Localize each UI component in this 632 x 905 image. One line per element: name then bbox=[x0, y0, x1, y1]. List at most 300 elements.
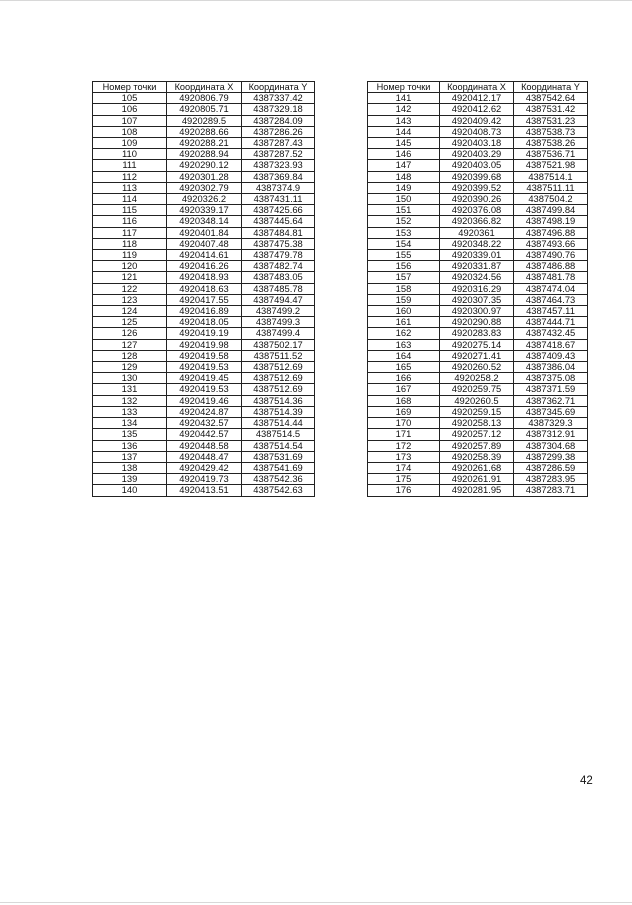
cell-coordinate-x: 4920301.28 bbox=[167, 171, 242, 182]
cell-coordinate-x: 4920275.14 bbox=[440, 339, 514, 350]
cell-point-number: 172 bbox=[368, 440, 440, 451]
table-row bbox=[93, 350, 315, 361]
cell-coordinate-x: 4920259.15 bbox=[440, 406, 514, 417]
header-point-number: Номер точки bbox=[93, 82, 167, 93]
cell-coordinate-y: 4387445.64 bbox=[242, 216, 315, 227]
cell-coordinate-x: 4920413.51 bbox=[167, 485, 242, 496]
table-row bbox=[93, 485, 315, 496]
cell-point-number: 106 bbox=[93, 104, 167, 115]
cell-coordinate-x: 4920429.42 bbox=[167, 462, 242, 473]
cell-point-number: 116 bbox=[93, 216, 167, 227]
cell-coordinate-x: 4920283.83 bbox=[440, 328, 514, 339]
cell-coordinate-x: 4920366.82 bbox=[440, 216, 514, 227]
cell-coordinate-x: 4920288.66 bbox=[167, 126, 242, 137]
cell-coordinate-x: 4920412.62 bbox=[440, 104, 514, 115]
table-row bbox=[368, 350, 588, 361]
table-row bbox=[368, 126, 588, 137]
cell-point-number: 126 bbox=[93, 328, 167, 339]
table-row bbox=[93, 138, 315, 149]
cell-coordinate-y: 4387486.88 bbox=[514, 261, 588, 272]
cell-coordinate-x: 4920326.2 bbox=[167, 194, 242, 205]
cell-coordinate-y: 4387531.69 bbox=[242, 451, 315, 462]
cell-coordinate-x: 4920432.57 bbox=[167, 418, 242, 429]
cell-coordinate-x: 4920288.21 bbox=[167, 138, 242, 149]
table-row bbox=[93, 317, 315, 328]
cell-coordinate-x: 4920399.68 bbox=[440, 171, 514, 182]
cell-point-number: 149 bbox=[368, 182, 440, 193]
cell-coordinate-x: 4920288.94 bbox=[167, 149, 242, 160]
cell-point-number: 111 bbox=[93, 160, 167, 171]
cell-coordinate-x: 4920281.95 bbox=[440, 485, 514, 496]
table-row bbox=[93, 283, 315, 294]
cell-coordinate-y: 4387444.71 bbox=[514, 317, 588, 328]
cell-coordinate-y: 4387514.39 bbox=[242, 406, 315, 417]
cell-point-number: 167 bbox=[368, 384, 440, 395]
cell-coordinate-y: 4387498.19 bbox=[514, 216, 588, 227]
cell-point-number: 113 bbox=[93, 182, 167, 193]
cell-coordinate-x: 4920418.93 bbox=[167, 272, 242, 283]
cell-point-number: 128 bbox=[93, 350, 167, 361]
table-body-left bbox=[93, 93, 315, 496]
cell-coordinate-y: 4387494.47 bbox=[242, 294, 315, 305]
table-row bbox=[368, 395, 588, 406]
cell-coordinate-y: 4387323.93 bbox=[242, 160, 315, 171]
table-row bbox=[368, 474, 588, 485]
cell-point-number: 175 bbox=[368, 474, 440, 485]
table-row bbox=[93, 126, 315, 137]
cell-coordinate-y: 4387541.69 bbox=[242, 462, 315, 473]
cell-point-number: 159 bbox=[368, 294, 440, 305]
table-row bbox=[368, 294, 588, 305]
cell-coordinate-x: 4920806.79 bbox=[167, 93, 242, 104]
cell-coordinate-y: 4387499.2 bbox=[242, 306, 315, 317]
cell-coordinate-x: 4920302.79 bbox=[167, 182, 242, 193]
cell-coordinate-y: 4387283.95 bbox=[514, 474, 588, 485]
table-row bbox=[93, 384, 315, 395]
table-row bbox=[368, 272, 588, 283]
cell-coordinate-x: 4920805.71 bbox=[167, 104, 242, 115]
table-row bbox=[368, 160, 588, 171]
cell-coordinate-y: 4387362.71 bbox=[514, 395, 588, 406]
cell-coordinate-x: 4920348.22 bbox=[440, 238, 514, 249]
cell-coordinate-y: 4387512.69 bbox=[242, 384, 315, 395]
table-row bbox=[368, 227, 588, 238]
cell-point-number: 137 bbox=[93, 451, 167, 462]
cell-point-number: 129 bbox=[93, 362, 167, 373]
table-row bbox=[368, 362, 588, 373]
cell-coordinate-y: 4387432.45 bbox=[514, 328, 588, 339]
cell-coordinate-x: 4920307.35 bbox=[440, 294, 514, 305]
cell-point-number: 143 bbox=[368, 115, 440, 126]
cell-coordinate-x: 4920409.42 bbox=[440, 115, 514, 126]
cell-point-number: 156 bbox=[368, 261, 440, 272]
cell-coordinate-y: 4387538.73 bbox=[514, 126, 588, 137]
table-row bbox=[93, 462, 315, 473]
cell-point-number: 157 bbox=[368, 272, 440, 283]
cell-point-number: 145 bbox=[368, 138, 440, 149]
cell-point-number: 176 bbox=[368, 485, 440, 496]
table-row bbox=[93, 115, 315, 126]
cell-point-number: 134 bbox=[93, 418, 167, 429]
cell-coordinate-x: 4920442.57 bbox=[167, 429, 242, 440]
table-row bbox=[93, 227, 315, 238]
cell-point-number: 154 bbox=[368, 238, 440, 249]
cell-point-number: 163 bbox=[368, 339, 440, 350]
cell-coordinate-x: 4920257.12 bbox=[440, 429, 514, 440]
page-bottom-edge bbox=[0, 902, 632, 903]
table-row bbox=[368, 317, 588, 328]
cell-coordinate-y: 4387521.98 bbox=[514, 160, 588, 171]
cell-coordinate-x: 4920417.55 bbox=[167, 294, 242, 305]
cell-coordinate-y: 4387504.2 bbox=[514, 194, 588, 205]
cell-coordinate-y: 4387374.9 bbox=[242, 182, 315, 193]
cell-point-number: 135 bbox=[93, 429, 167, 440]
cell-point-number: 171 bbox=[368, 429, 440, 440]
table-row bbox=[93, 205, 315, 216]
page-top-edge bbox=[0, 0, 632, 1]
cell-point-number: 110 bbox=[93, 149, 167, 160]
table-row bbox=[93, 171, 315, 182]
cell-coordinate-y: 4387531.42 bbox=[514, 104, 588, 115]
cell-coordinate-y: 4387304.68 bbox=[514, 440, 588, 451]
cell-coordinate-y: 4387531.23 bbox=[514, 115, 588, 126]
cell-point-number: 146 bbox=[368, 149, 440, 160]
cell-coordinate-x: 4920324.56 bbox=[440, 272, 514, 283]
cell-point-number: 158 bbox=[368, 283, 440, 294]
table-row bbox=[93, 418, 315, 429]
cell-coordinate-x: 4920419.19 bbox=[167, 328, 242, 339]
cell-point-number: 148 bbox=[368, 171, 440, 182]
cell-point-number: 141 bbox=[368, 93, 440, 104]
cell-coordinate-y: 4387369.84 bbox=[242, 171, 315, 182]
cell-point-number: 119 bbox=[93, 250, 167, 261]
page-number: 42 bbox=[580, 775, 593, 787]
cell-coordinate-x: 4920403.05 bbox=[440, 160, 514, 171]
cell-coordinate-x: 4920418.63 bbox=[167, 283, 242, 294]
cell-coordinate-y: 4387511.11 bbox=[514, 182, 588, 193]
table-body-right bbox=[368, 93, 588, 496]
cell-point-number: 140 bbox=[93, 485, 167, 496]
cell-point-number: 115 bbox=[93, 205, 167, 216]
cell-coordinate-x: 4920407.48 bbox=[167, 238, 242, 249]
cell-coordinate-x: 4920261.91 bbox=[440, 474, 514, 485]
cell-coordinate-x: 4920290.88 bbox=[440, 317, 514, 328]
cell-coordinate-y: 4387286.59 bbox=[514, 462, 588, 473]
cell-point-number: 138 bbox=[93, 462, 167, 473]
table-row bbox=[368, 115, 588, 126]
cell-coordinate-y: 4387536.71 bbox=[514, 149, 588, 160]
cell-point-number: 169 bbox=[368, 406, 440, 417]
cell-point-number: 165 bbox=[368, 362, 440, 373]
table-row bbox=[368, 328, 588, 339]
cell-coordinate-x: 4920418.05 bbox=[167, 317, 242, 328]
cell-point-number: 132 bbox=[93, 395, 167, 406]
cell-coordinate-x: 4920416.89 bbox=[167, 306, 242, 317]
cell-point-number: 160 bbox=[368, 306, 440, 317]
table-row bbox=[93, 429, 315, 440]
cell-coordinate-y: 4387490.76 bbox=[514, 250, 588, 261]
cell-coordinate-x: 4920289.5 bbox=[167, 115, 242, 126]
cell-coordinate-x: 4920448.47 bbox=[167, 451, 242, 462]
cell-point-number: 127 bbox=[93, 339, 167, 350]
table-row bbox=[93, 339, 315, 350]
table-row bbox=[368, 205, 588, 216]
cell-point-number: 161 bbox=[368, 317, 440, 328]
cell-coordinate-x: 4920448.58 bbox=[167, 440, 242, 451]
table-row bbox=[368, 194, 588, 205]
cell-coordinate-x: 4920399.52 bbox=[440, 182, 514, 193]
cell-coordinate-y: 4387345.69 bbox=[514, 406, 588, 417]
cell-point-number: 155 bbox=[368, 250, 440, 261]
table-row bbox=[93, 373, 315, 384]
table-row bbox=[368, 306, 588, 317]
cell-coordinate-x: 4920361 bbox=[440, 227, 514, 238]
cell-coordinate-y: 4387337.42 bbox=[242, 93, 315, 104]
cell-point-number: 131 bbox=[93, 384, 167, 395]
cell-coordinate-x: 4920419.53 bbox=[167, 384, 242, 395]
cell-point-number: 133 bbox=[93, 406, 167, 417]
cell-point-number: 118 bbox=[93, 238, 167, 249]
table-row bbox=[368, 261, 588, 272]
cell-point-number: 121 bbox=[93, 272, 167, 283]
cell-point-number: 150 bbox=[368, 194, 440, 205]
cell-coordinate-y: 4387371.59 bbox=[514, 384, 588, 395]
table-header-row bbox=[368, 82, 588, 93]
table-row bbox=[368, 462, 588, 473]
header-coordinate-x: Координата X bbox=[440, 82, 514, 93]
cell-point-number: 117 bbox=[93, 227, 167, 238]
cell-coordinate-x: 4920290.12 bbox=[167, 160, 242, 171]
cell-coordinate-x: 4920419.58 bbox=[167, 350, 242, 361]
table-row bbox=[368, 104, 588, 115]
cell-coordinate-x: 4920419.98 bbox=[167, 339, 242, 350]
table-row bbox=[368, 429, 588, 440]
cell-coordinate-x: 4920408.73 bbox=[440, 126, 514, 137]
table-row bbox=[368, 384, 588, 395]
cell-coordinate-y: 4387499.4 bbox=[242, 328, 315, 339]
cell-coordinate-x: 4920419.45 bbox=[167, 373, 242, 384]
cell-coordinate-x: 4920339.17 bbox=[167, 205, 242, 216]
table-row bbox=[93, 440, 315, 451]
cell-coordinate-y: 4387329.18 bbox=[242, 104, 315, 115]
cell-coordinate-x: 4920258.39 bbox=[440, 451, 514, 462]
cell-coordinate-y: 4387514.44 bbox=[242, 418, 315, 429]
table-row bbox=[368, 339, 588, 350]
cell-coordinate-x: 4920424.87 bbox=[167, 406, 242, 417]
header-point-number: Номер точки bbox=[368, 82, 440, 93]
cell-point-number: 105 bbox=[93, 93, 167, 104]
cell-coordinate-y: 4387386.04 bbox=[514, 362, 588, 373]
cell-coordinate-x: 4920260.52 bbox=[440, 362, 514, 373]
cell-coordinate-y: 4387299.38 bbox=[514, 451, 588, 462]
cell-point-number: 107 bbox=[93, 115, 167, 126]
cell-coordinate-x: 4920261.68 bbox=[440, 462, 514, 473]
cell-coordinate-x: 4920258.2 bbox=[440, 373, 514, 384]
cell-coordinate-y: 4387538.26 bbox=[514, 138, 588, 149]
cell-coordinate-y: 4387329.3 bbox=[514, 418, 588, 429]
cell-point-number: 136 bbox=[93, 440, 167, 451]
cell-coordinate-y: 4387287.52 bbox=[242, 149, 315, 160]
table-row bbox=[368, 406, 588, 417]
cell-coordinate-y: 4387512.69 bbox=[242, 373, 315, 384]
table-row bbox=[93, 160, 315, 171]
cell-coordinate-y: 4387493.66 bbox=[514, 238, 588, 249]
cell-coordinate-y: 4387409.43 bbox=[514, 350, 588, 361]
table-row bbox=[93, 261, 315, 272]
cell-point-number: 166 bbox=[368, 373, 440, 384]
table-row bbox=[93, 182, 315, 193]
cell-coordinate-x: 4920300.97 bbox=[440, 306, 514, 317]
cell-coordinate-y: 4387481.78 bbox=[514, 272, 588, 283]
table-row bbox=[368, 182, 588, 193]
cell-point-number: 144 bbox=[368, 126, 440, 137]
cell-point-number: 114 bbox=[93, 194, 167, 205]
cell-point-number: 162 bbox=[368, 328, 440, 339]
table-row bbox=[368, 238, 588, 249]
cell-coordinate-y: 4387485.78 bbox=[242, 283, 315, 294]
cell-point-number: 170 bbox=[368, 418, 440, 429]
cell-coordinate-x: 4920401.84 bbox=[167, 227, 242, 238]
cell-coordinate-y: 4387499.3 bbox=[242, 317, 315, 328]
cell-coordinate-x: 4920316.29 bbox=[440, 283, 514, 294]
cell-coordinate-y: 4387499.84 bbox=[514, 205, 588, 216]
table-row bbox=[368, 485, 588, 496]
table-header-row bbox=[93, 82, 315, 93]
table-row bbox=[368, 138, 588, 149]
cell-coordinate-x: 4920416.26 bbox=[167, 261, 242, 272]
cell-coordinate-y: 4387418.67 bbox=[514, 339, 588, 350]
cell-point-number: 123 bbox=[93, 294, 167, 305]
header-coordinate-x: Координата X bbox=[167, 82, 242, 93]
cell-coordinate-y: 4387514.1 bbox=[514, 171, 588, 182]
cell-coordinate-x: 4920348.14 bbox=[167, 216, 242, 227]
cell-coordinate-y: 4387514.5 bbox=[242, 429, 315, 440]
table-row bbox=[93, 216, 315, 227]
cell-coordinate-y: 4387482.74 bbox=[242, 261, 315, 272]
table-row bbox=[93, 194, 315, 205]
cell-coordinate-x: 4920339.01 bbox=[440, 250, 514, 261]
cell-point-number: 124 bbox=[93, 306, 167, 317]
table-row bbox=[368, 250, 588, 261]
cell-coordinate-y: 4387475.38 bbox=[242, 238, 315, 249]
cell-coordinate-x: 4920403.29 bbox=[440, 149, 514, 160]
cell-coordinate-y: 4387511.52 bbox=[242, 350, 315, 361]
cell-coordinate-y: 4387484.81 bbox=[242, 227, 315, 238]
cell-point-number: 147 bbox=[368, 160, 440, 171]
cell-coordinate-y: 4387425.66 bbox=[242, 205, 315, 216]
cell-point-number: 125 bbox=[93, 317, 167, 328]
cell-point-number: 120 bbox=[93, 261, 167, 272]
coordinates-table-right bbox=[367, 81, 588, 497]
coordinates-table-left bbox=[92, 81, 315, 497]
header-coordinate-y: Координата Y bbox=[242, 82, 315, 93]
cell-point-number: 109 bbox=[93, 138, 167, 149]
table-row bbox=[93, 395, 315, 406]
cell-coordinate-y: 4387514.54 bbox=[242, 440, 315, 451]
cell-coordinate-x: 4920414.61 bbox=[167, 250, 242, 261]
cell-coordinate-x: 4920390.26 bbox=[440, 194, 514, 205]
cell-point-number: 152 bbox=[368, 216, 440, 227]
table-row bbox=[93, 272, 315, 283]
cell-coordinate-x: 4920331.87 bbox=[440, 261, 514, 272]
cell-coordinate-y: 4387457.11 bbox=[514, 306, 588, 317]
table-row bbox=[93, 250, 315, 261]
cell-coordinate-x: 4920376.08 bbox=[440, 205, 514, 216]
cell-point-number: 112 bbox=[93, 171, 167, 182]
table-row bbox=[93, 149, 315, 160]
table-row bbox=[368, 451, 588, 462]
cell-coordinate-y: 4387286.26 bbox=[242, 126, 315, 137]
table-row bbox=[368, 418, 588, 429]
cell-point-number: 164 bbox=[368, 350, 440, 361]
cell-coordinate-y: 4387542.63 bbox=[242, 485, 315, 496]
cell-coordinate-x: 4920419.53 bbox=[167, 362, 242, 373]
table-row bbox=[93, 238, 315, 249]
cell-point-number: 173 bbox=[368, 451, 440, 462]
cell-coordinate-x: 4920419.46 bbox=[167, 395, 242, 406]
table-row bbox=[93, 328, 315, 339]
cell-coordinate-x: 4920258.13 bbox=[440, 418, 514, 429]
cell-coordinate-y: 4387502.17 bbox=[242, 339, 315, 350]
table-row bbox=[93, 104, 315, 115]
cell-point-number: 108 bbox=[93, 126, 167, 137]
cell-coordinate-x: 4920257.89 bbox=[440, 440, 514, 451]
cell-coordinate-y: 4387496.88 bbox=[514, 227, 588, 238]
cell-coordinate-x: 4920419.73 bbox=[167, 474, 242, 485]
table-row bbox=[368, 93, 588, 104]
cell-coordinate-y: 4387283.71 bbox=[514, 485, 588, 496]
cell-coordinate-y: 4387483.05 bbox=[242, 272, 315, 283]
header-coordinate-y: Координата Y bbox=[514, 82, 588, 93]
cell-coordinate-x: 4920271.41 bbox=[440, 350, 514, 361]
table-row bbox=[93, 474, 315, 485]
cell-coordinate-x: 4920260.5 bbox=[440, 395, 514, 406]
cell-coordinate-x: 4920412.17 bbox=[440, 93, 514, 104]
cell-point-number: 139 bbox=[93, 474, 167, 485]
table-row bbox=[93, 93, 315, 104]
table-row bbox=[368, 283, 588, 294]
cell-coordinate-y: 4387284.09 bbox=[242, 115, 315, 126]
cell-point-number: 130 bbox=[93, 373, 167, 384]
cell-point-number: 174 bbox=[368, 462, 440, 473]
cell-coordinate-y: 4387375.08 bbox=[514, 373, 588, 384]
cell-coordinate-y: 4387287.43 bbox=[242, 138, 315, 149]
cell-coordinate-y: 4387542.64 bbox=[514, 93, 588, 104]
table-row bbox=[368, 216, 588, 227]
table-row bbox=[93, 451, 315, 462]
cell-point-number: 151 bbox=[368, 205, 440, 216]
cell-coordinate-y: 4387479.78 bbox=[242, 250, 315, 261]
cell-coordinate-y: 4387514.36 bbox=[242, 395, 315, 406]
cell-coordinate-y: 4387464.73 bbox=[514, 294, 588, 305]
table-row bbox=[93, 406, 315, 417]
table-row bbox=[368, 149, 588, 160]
table-row bbox=[368, 171, 588, 182]
cell-coordinate-y: 4387431.11 bbox=[242, 194, 315, 205]
cell-point-number: 153 bbox=[368, 227, 440, 238]
cell-coordinate-x: 4920403.18 bbox=[440, 138, 514, 149]
cell-coordinate-y: 4387542.36 bbox=[242, 474, 315, 485]
table-row bbox=[93, 362, 315, 373]
table-row bbox=[368, 373, 588, 384]
cell-point-number: 122 bbox=[93, 283, 167, 294]
cell-coordinate-y: 4387312.91 bbox=[514, 429, 588, 440]
table-row bbox=[93, 294, 315, 305]
cell-coordinate-x: 4920259.75 bbox=[440, 384, 514, 395]
cell-point-number: 168 bbox=[368, 395, 440, 406]
cell-point-number: 142 bbox=[368, 104, 440, 115]
cell-coordinate-y: 4387474.04 bbox=[514, 283, 588, 294]
